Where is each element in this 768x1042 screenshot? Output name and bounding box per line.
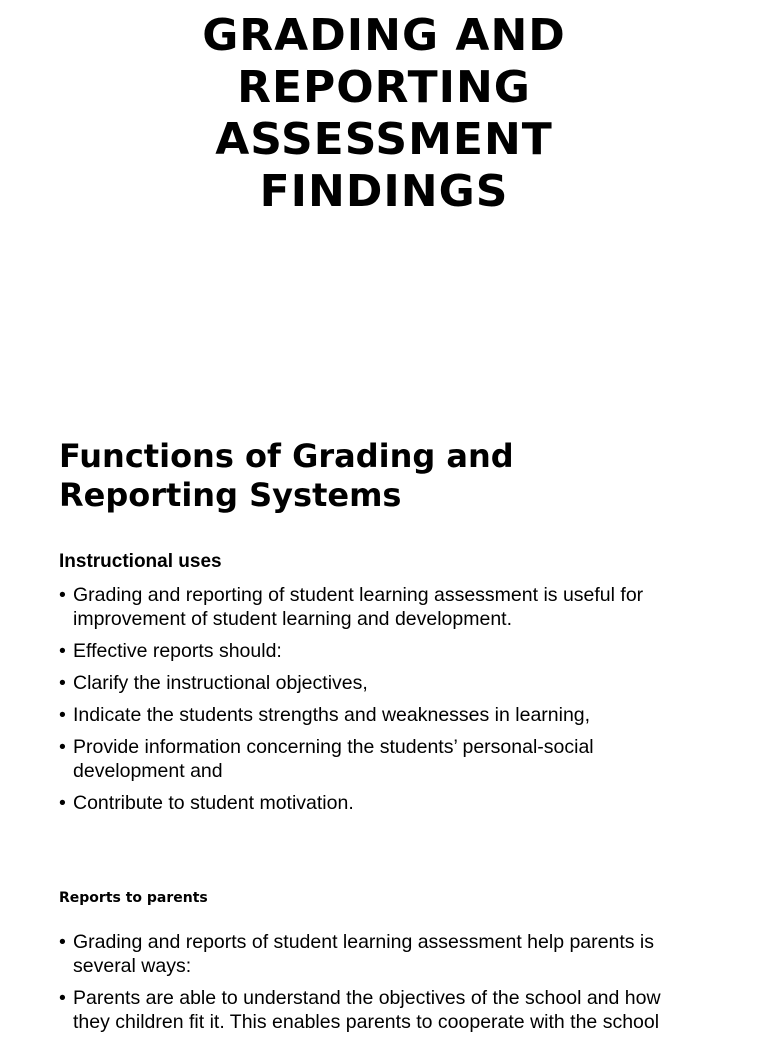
section-title-line: Reporting Systems [59,476,402,514]
page-title [84,10,684,218]
bullet-icon: • [59,640,66,662]
title-line: FINDINGS [259,166,509,217]
instructional-uses-heading: Instructional uses [59,551,222,572]
reports-to-parents-list [59,930,709,1042]
title-line: REPORTING [237,62,531,113]
list-item-text: development and [73,760,223,782]
instructional-uses-list [59,583,709,823]
list-item [59,930,709,978]
bullet-icon: • [59,704,66,726]
list-item [59,735,709,783]
bullet-icon: • [59,931,66,953]
list-item [59,671,709,695]
bullet-icon: • [59,792,66,814]
title-line: ASSESSMENT [215,114,553,165]
list-item-text: several ways: [73,955,192,977]
list-item-text: improvement of student learning and development. [73,608,513,630]
list-item [59,791,709,815]
list-item [59,639,709,663]
bullet-icon: • [59,736,66,758]
list-item [59,986,709,1034]
reports-to-parents-heading: Reports to parents [59,890,208,906]
list-item-text: Provide information concerning the students’ personal-social [73,736,594,758]
list-item-text: Effective reports should: [73,640,282,662]
list-item-text: Contribute to student motivation. [73,792,354,814]
list-item-text: Indicate the students strengths and weaknesses in learning, [73,704,591,726]
bullet-icon: • [59,584,66,606]
list-item [59,703,709,727]
list-item-text: Grading and reports of student learning assessment help parents is [73,931,655,953]
section-title-line: Functions of Grading and [59,437,514,475]
bullet-icon: • [59,987,66,1009]
bullet-icon: • [59,672,66,694]
list-item [59,583,709,631]
list-item-text: Parents are able to understand the objectives of the school and how [73,987,661,1009]
list-item-text: Grading and reporting of student learning assessment is useful for [73,584,644,606]
section-title [59,437,719,515]
list-item-text: they children fit it. This enables parents to cooperate with the school [73,1011,660,1033]
title-line: GRADING AND [202,10,566,61]
list-item-text: Clarify the instructional objectives, [73,672,368,694]
